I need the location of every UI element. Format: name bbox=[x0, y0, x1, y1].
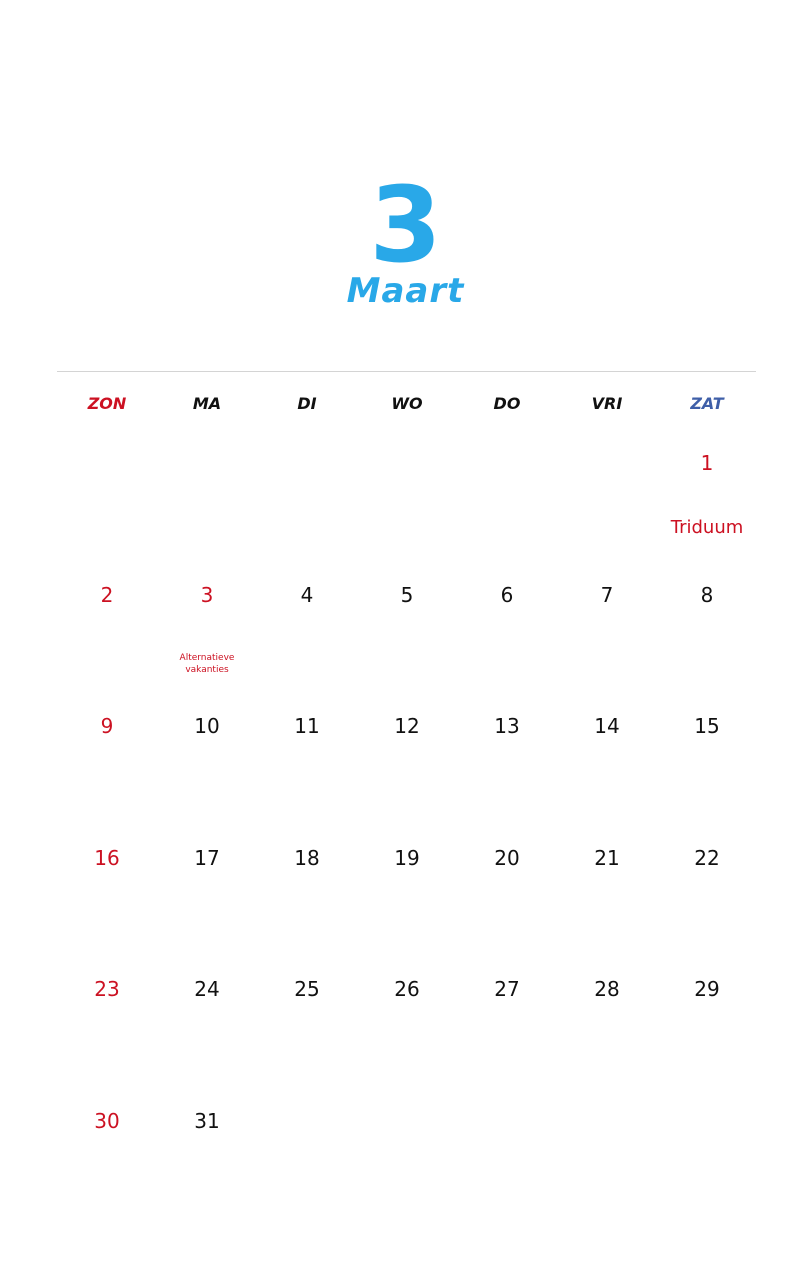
empty-day-cell bbox=[57, 440, 157, 572]
holiday-label: Alternatieve vakanties bbox=[179, 652, 235, 675]
day-number: 4 bbox=[300, 582, 314, 607]
day-number bbox=[257, 1098, 357, 1108]
day-cell bbox=[57, 703, 157, 835]
day-cell bbox=[257, 703, 357, 835]
day-number: 23 bbox=[94, 977, 120, 1002]
day-cell bbox=[557, 703, 657, 835]
day-cell bbox=[157, 703, 257, 835]
day-number: 30 bbox=[94, 1108, 120, 1133]
day-number: 19 bbox=[394, 845, 420, 870]
day-cell bbox=[157, 966, 257, 1098]
day-cell bbox=[357, 966, 457, 1098]
day-cell bbox=[257, 572, 357, 704]
empty-day-cell bbox=[257, 440, 357, 572]
weekday-thursday: DO bbox=[493, 394, 521, 413]
day-cell bbox=[657, 572, 757, 704]
day-number: 8 bbox=[700, 582, 714, 607]
empty-day-cell bbox=[157, 440, 257, 572]
month-number: 3 bbox=[369, 164, 442, 286]
day-number bbox=[657, 1098, 757, 1108]
day-cell bbox=[57, 835, 157, 967]
weekday-saturday: ZAT bbox=[690, 394, 724, 413]
day-number: 2 bbox=[100, 582, 114, 607]
day-number bbox=[357, 440, 457, 450]
day-number: 26 bbox=[394, 977, 420, 1002]
header-divider bbox=[57, 371, 756, 372]
day-number: 21 bbox=[594, 845, 620, 870]
day-number: 5 bbox=[400, 582, 414, 607]
day-number: 16 bbox=[94, 845, 120, 870]
day-cell bbox=[457, 703, 557, 835]
day-number bbox=[457, 440, 557, 450]
empty-day-cell bbox=[557, 1098, 657, 1230]
day-cell bbox=[657, 966, 757, 1098]
empty-day-cell bbox=[557, 440, 657, 572]
day-number: 13 bbox=[494, 714, 520, 739]
day-number: 6 bbox=[500, 582, 514, 607]
day-cell bbox=[457, 966, 557, 1098]
day-cell bbox=[557, 572, 657, 704]
day-number: 15 bbox=[694, 714, 720, 739]
calendar-grid bbox=[57, 440, 757, 1230]
day-cell bbox=[257, 835, 357, 967]
day-cell bbox=[157, 1098, 257, 1230]
day-cell bbox=[257, 966, 357, 1098]
day-number: 31 bbox=[194, 1108, 220, 1133]
day-cell bbox=[557, 966, 657, 1098]
day-cell bbox=[157, 572, 257, 704]
holiday-label: Triduum bbox=[670, 517, 744, 538]
weekday-tuesday: DI bbox=[297, 394, 317, 413]
day-cell bbox=[457, 835, 557, 967]
day-cell bbox=[657, 703, 757, 835]
empty-day-cell bbox=[657, 1098, 757, 1230]
day-cell bbox=[357, 572, 457, 704]
empty-day-cell bbox=[457, 1098, 557, 1230]
day-number: 22 bbox=[694, 845, 720, 870]
day-cell bbox=[57, 1098, 157, 1230]
day-number bbox=[257, 440, 357, 450]
day-cell bbox=[457, 572, 557, 704]
day-number bbox=[557, 1098, 657, 1108]
day-number bbox=[457, 1098, 557, 1108]
day-number: 29 bbox=[694, 977, 720, 1002]
day-number: 10 bbox=[194, 714, 220, 739]
day-number: 17 bbox=[194, 845, 220, 870]
day-number: 27 bbox=[494, 977, 520, 1002]
day-cell bbox=[657, 440, 757, 572]
day-cell bbox=[657, 835, 757, 967]
month-name: Maart bbox=[346, 271, 465, 311]
day-cell bbox=[57, 572, 157, 704]
weekday-friday: VRI bbox=[591, 394, 623, 413]
weekday-monday: MA bbox=[192, 394, 222, 413]
empty-day-cell bbox=[357, 1098, 457, 1230]
weekday-header-row bbox=[57, 390, 757, 418]
day-cell bbox=[157, 835, 257, 967]
empty-day-cell bbox=[457, 440, 557, 572]
weekday-wednesday: WO bbox=[391, 394, 423, 413]
day-cell bbox=[57, 966, 157, 1098]
day-number: 9 bbox=[100, 714, 114, 739]
day-number: 20 bbox=[494, 845, 520, 870]
day-number: 1 bbox=[700, 451, 714, 475]
day-cell bbox=[357, 703, 457, 835]
day-number: 14 bbox=[594, 714, 620, 739]
empty-day-cell bbox=[257, 1098, 357, 1230]
day-number: 18 bbox=[294, 845, 320, 870]
day-cell bbox=[357, 835, 457, 967]
day-number bbox=[557, 440, 657, 450]
empty-day-cell bbox=[357, 440, 457, 572]
day-number: 12 bbox=[394, 714, 420, 739]
day-number: 24 bbox=[194, 977, 220, 1002]
day-number bbox=[157, 440, 257, 450]
weekday-sunday: ZON bbox=[87, 394, 127, 413]
day-number: 7 bbox=[600, 582, 614, 607]
day-number: 3 bbox=[200, 582, 214, 607]
day-cell bbox=[557, 835, 657, 967]
day-number: 28 bbox=[594, 977, 620, 1002]
day-number bbox=[357, 1098, 457, 1108]
day-number bbox=[57, 440, 157, 450]
day-number: 25 bbox=[294, 977, 320, 1002]
day-number: 11 bbox=[294, 714, 320, 739]
